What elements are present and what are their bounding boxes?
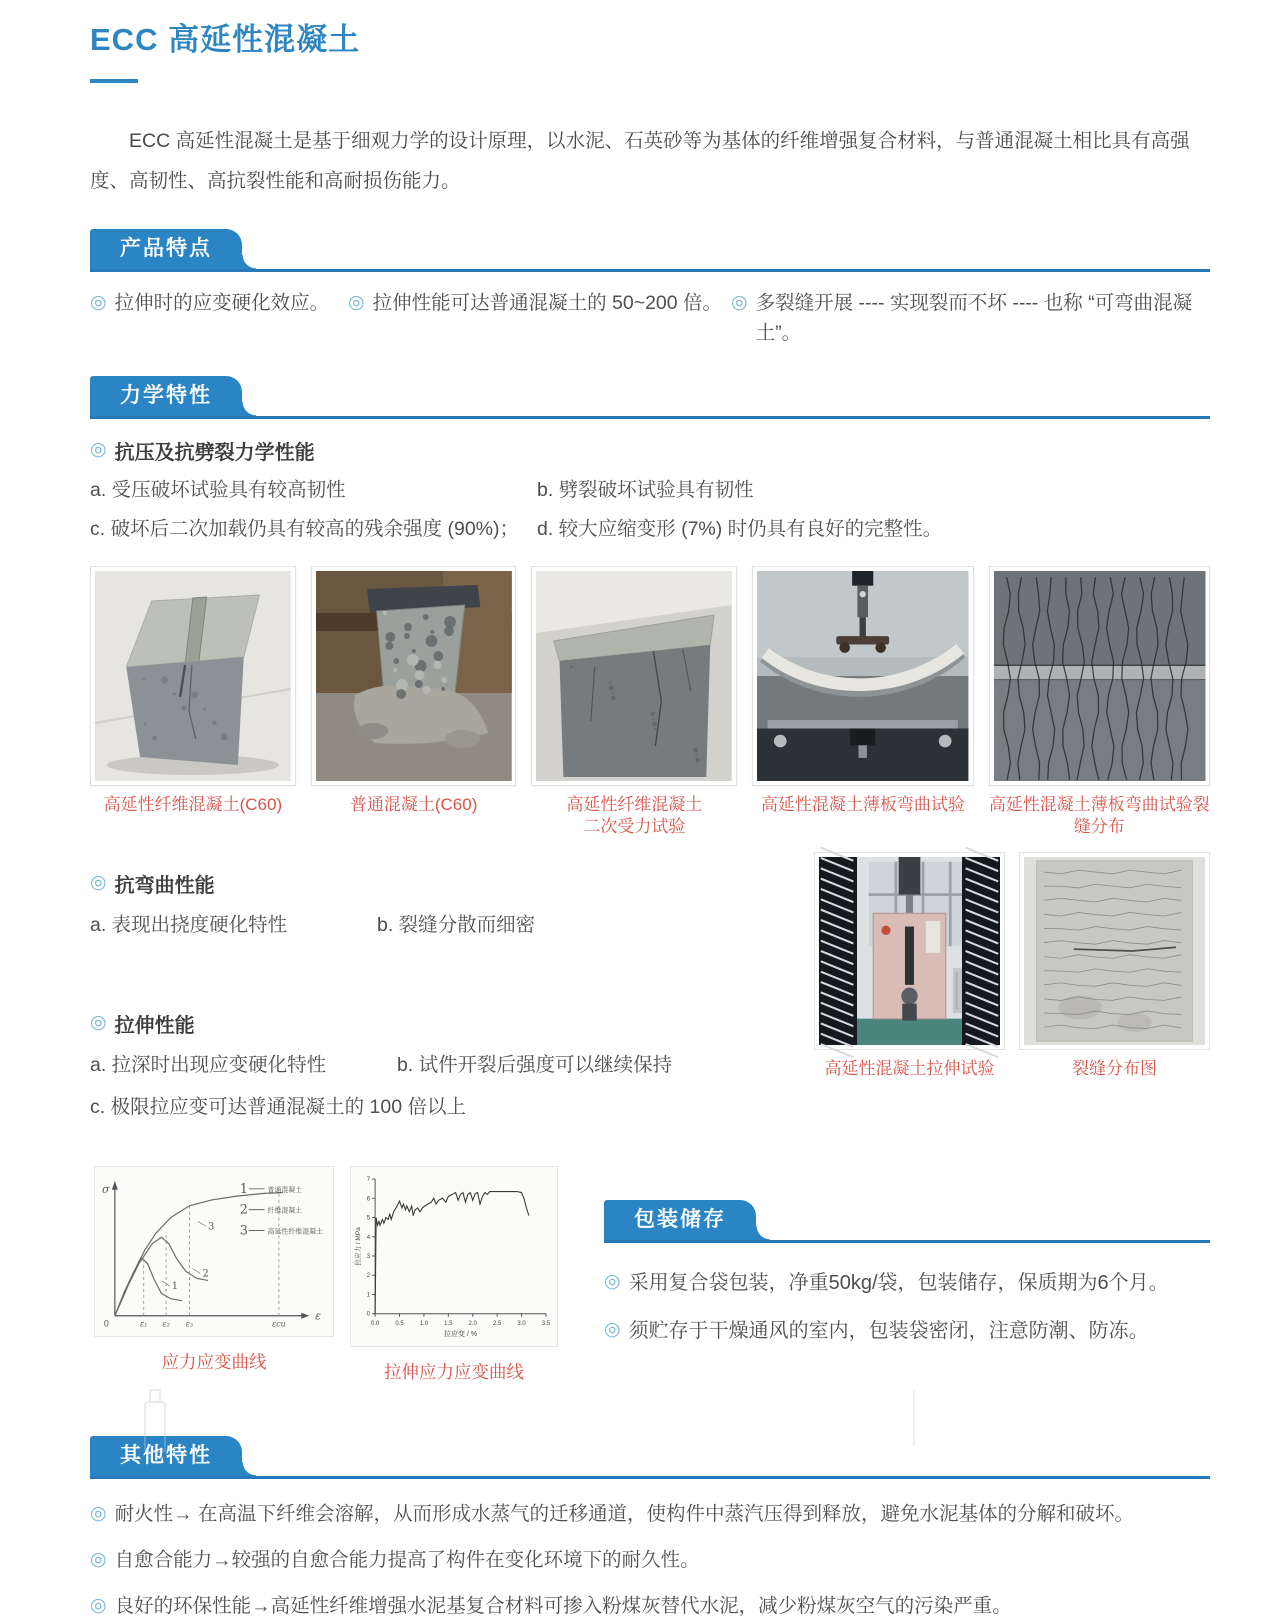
feature-text: 多裂缝开展 ---- 实现裂而不坏 ---- 也称 “可弯曲混凝土”。: [755, 292, 1193, 344]
double-circle-bullet-icon: ◎: [90, 1012, 107, 1033]
svg-text:4: 4: [366, 1234, 371, 1241]
svg-text:ε₂: ε₂: [162, 1319, 170, 1329]
tensile-item-c: c. 极限拉应变可达普通混凝土的 100 倍以上: [90, 1096, 466, 1118]
svg-text:5: 5: [366, 1215, 371, 1222]
photo-plain-concrete-c60: [311, 566, 517, 786]
svg-text:6: 6: [366, 1196, 371, 1203]
photo-figure: [311, 566, 517, 838]
svg-text:2.0: 2.0: [468, 1320, 477, 1327]
svg-text:2: 2: [366, 1273, 371, 1280]
svg-text:1: 1: [366, 1292, 371, 1299]
other-item: [90, 1545, 1210, 1575]
photo-caption-line1: 高延性纤维混凝土: [566, 795, 703, 814]
compression-item-c: c. 破坏后二次加载仍具有较高的残余强度 (90%)；: [90, 518, 520, 540]
double-circle-bullet-icon: ◎: [731, 292, 748, 313]
photo-figure: [1019, 852, 1210, 1122]
tensile-stress-strain-chart: [351, 1167, 557, 1346]
svg-text:εcu: εcu: [271, 1319, 286, 1329]
bending-heading: [90, 868, 804, 898]
right-photo-group: [814, 852, 1210, 1122]
photo-ecc-second-loading: [531, 566, 737, 786]
section-header-features: [90, 229, 1210, 272]
chart-figure: [94, 1166, 334, 1374]
section-header-other: [90, 1436, 1210, 1479]
compression-item-a: a. 受压破坏试验具有较高韧性: [90, 479, 346, 501]
svg-text:2.5: 2.5: [492, 1320, 502, 1327]
feature-item: [348, 288, 731, 348]
svg-text:拉应变 / %: 拉应变 / %: [443, 1330, 478, 1338]
section-badge-other: 其他特性: [90, 1436, 242, 1476]
photo-figure: [814, 852, 1005, 1122]
svg-text:3: 3: [366, 1254, 371, 1261]
packaging-text: 须贮存于干燥通风的室内，包装袋密闭，注意防潮、防冻。: [628, 1320, 1149, 1342]
feature-item: [90, 288, 348, 348]
svg-text:ε₃: ε₃: [185, 1319, 194, 1329]
packaging-text: 采用复合袋包装，净重50kg/袋，包装储存，保质期为6个月。: [628, 1272, 1169, 1294]
photo-caption-line2: 二次受力试验: [583, 817, 686, 836]
svg-text:ε₁: ε₁: [140, 1319, 148, 1329]
crack-pattern-photo: [994, 571, 1205, 781]
svg-text:7: 7: [366, 1177, 371, 1184]
photo-crack-distribution: [1019, 852, 1210, 1050]
charts-group: [94, 1166, 558, 1384]
svg-text:3: 3: [208, 1221, 215, 1233]
svg-text:0.0: 0.0: [370, 1320, 380, 1327]
tensile-heading: [90, 1008, 804, 1038]
photo-thin-plate-bending: [752, 566, 973, 786]
tensile-curve-chart-frame: [350, 1166, 558, 1347]
svg-text:拉应力 / MPa: 拉应力 / MPa: [355, 1227, 363, 1266]
other-item: [90, 1499, 1210, 1529]
svg-text:3.5: 3.5: [541, 1320, 551, 1327]
photo-ecc-cube-c60: [90, 566, 296, 786]
other-text: 自愈合能力→较强的自愈合能力提高了构件在变化环境下的耐久性。: [114, 1548, 700, 1571]
section-header-mechanical: [90, 376, 1210, 419]
other-text: 良好的环保性能→高延性纤维增强水泥基复合材料可掺入粉煤灰替代水泥，减少粉煤灰空气的污染严重。: [114, 1594, 1012, 1617]
packaging-item: [604, 1267, 1210, 1299]
crack-distribution-photo: [1024, 857, 1205, 1045]
concrete-block-photo: [536, 571, 732, 781]
other-item: [90, 1591, 1210, 1621]
stress-strain-schematic-chart: [95, 1167, 333, 1336]
svg-text:σ: σ: [101, 1182, 110, 1196]
chart-caption: 应力应变曲线: [161, 1351, 267, 1372]
packaging-section: [604, 1200, 1210, 1384]
svg-text:高延性纤维混凝土: 高延性纤维混凝土: [267, 1228, 324, 1236]
feature-item: [731, 288, 1210, 348]
svg-text:3: 3: [239, 1223, 248, 1239]
svg-text:2: 2: [202, 1268, 209, 1280]
bending-heading-text: 抗弯曲性能: [114, 874, 215, 897]
compression-heading: [90, 435, 1210, 465]
stress-strain-chart-frame: [94, 1166, 334, 1337]
feature-text: 拉伸时的应变硬化效应。: [114, 292, 330, 314]
svg-text:1: 1: [171, 1280, 179, 1292]
feature-text: 拉伸性能可达普通混凝土的 50~200 倍。: [372, 292, 723, 314]
tensile-test-machine-photo: [819, 857, 1000, 1045]
svg-text:0.5: 0.5: [395, 1320, 404, 1327]
photo-figure: [531, 566, 737, 838]
svg-text:1.5: 1.5: [444, 1320, 453, 1327]
double-circle-bullet-icon: ◎: [90, 1594, 107, 1616]
double-circle-bullet-icon: ◎: [90, 292, 107, 313]
concrete-cube-photo: [95, 571, 291, 781]
photo-caption: 裂缝分布图: [1072, 1059, 1157, 1078]
chart-caption: 拉伸应力应变曲线: [384, 1361, 524, 1382]
photo-caption: 高延性混凝土薄板弯曲试验: [760, 795, 965, 814]
photo-figure: [989, 566, 1210, 838]
tensile-block: [90, 1008, 804, 1122]
svg-text:2: 2: [239, 1202, 248, 1218]
bending-items: [90, 910, 804, 940]
bending-item-a: a. 表现出挠度硬化特性: [90, 914, 288, 936]
chart-figure: [350, 1166, 558, 1384]
compression-items: [90, 475, 1210, 544]
double-circle-bullet-icon: ◎: [90, 872, 107, 893]
intro-paragraph: ECC 高延性混凝土是基于细观力学的设计原理，以水泥、石英砂等为基体的纤维增强复合材料，与普通混凝土相比具有高强度、高韧性、高抗裂性能和高耐损伤能力。: [90, 130, 1190, 192]
title-underline: [90, 79, 138, 83]
double-circle-bullet-icon: ◎: [604, 1319, 621, 1340]
double-circle-bullet-icon: ◎: [604, 1271, 621, 1292]
other-bullets: [90, 1499, 1210, 1621]
page-title: ECC 高延性混凝土: [90, 22, 361, 57]
features-bullet-row: [90, 288, 1210, 348]
tensile-item-a: a. 拉深时出现应变硬化特性: [90, 1054, 327, 1076]
svg-text:1.0: 1.0: [419, 1320, 429, 1327]
packaging-bullets: [604, 1267, 1210, 1347]
photo-caption: 高延性混凝土拉伸试验: [824, 1059, 995, 1078]
packaging-item: [604, 1315, 1210, 1347]
bending-item-b: b. 裂缝分散而细密: [377, 914, 536, 936]
svg-text:3.0: 3.0: [517, 1320, 526, 1327]
photo-figure: [752, 566, 973, 838]
bending-tensile-row: [90, 852, 1210, 1122]
photo-bending-crack-pattern: [989, 566, 1210, 786]
photo-caption: [531, 794, 737, 838]
bending-tensile-text: [90, 852, 804, 1122]
double-circle-bullet-icon: ◎: [348, 292, 365, 313]
photo-caption: 普通混凝土(C60): [349, 795, 478, 814]
double-circle-bullet-icon: ◎: [90, 1548, 107, 1570]
double-circle-bullet-icon: ◎: [90, 439, 107, 460]
crushed-concrete-photo: [316, 571, 512, 781]
compression-item-b: b. 劈裂破坏试验具有韧性: [537, 479, 754, 501]
svg-text:0: 0: [366, 1311, 371, 1318]
svg-text:纤维混凝土: 纤维混凝土: [267, 1207, 303, 1215]
tensile-heading-text: 拉伸性能: [114, 1014, 195, 1037]
compression-heading-text: 抗压及抗劈裂力学性能: [114, 441, 315, 464]
section-header-packaging: [604, 1200, 1210, 1243]
svg-text:普通混凝土: 普通混凝土: [267, 1186, 303, 1194]
section-badge-features: 产品特点: [90, 229, 242, 269]
section-badge-packaging: 包装储存: [604, 1200, 756, 1240]
photo-caption: 高延性混凝土薄板弯曲试验裂缝分布: [988, 795, 1210, 836]
photo-tensile-machine: [814, 852, 1005, 1050]
tensile-item-b: b. 试件开裂后强度可以继续保持: [397, 1054, 673, 1076]
double-circle-bullet-icon: ◎: [90, 1502, 107, 1524]
other-text: 耐火性→ 在高温下纤维会溶解，从而形成水蒸气的迁移通道，使构件中蒸汽压得到释放，避免水泥基体的分解和破坏。: [114, 1502, 1135, 1525]
compression-item-d: d. 较大应缩变形 (7%) 时仍具有良好的完整性。: [537, 518, 943, 540]
photo-caption: 高延性纤维混凝土(C60): [103, 795, 283, 814]
section-badge-mechanical: 力学特性: [90, 376, 242, 416]
svg-text:1: 1: [239, 1181, 248, 1197]
tensile-items: [90, 1050, 804, 1080]
charts-packaging-row: [90, 1166, 1210, 1384]
bending-test-photo: [757, 571, 968, 781]
svg-text:0: 0: [103, 1318, 109, 1329]
svg-text:ε: ε: [315, 1309, 322, 1323]
photo-figure: [90, 566, 296, 838]
test-photo-strip: [90, 566, 1210, 838]
